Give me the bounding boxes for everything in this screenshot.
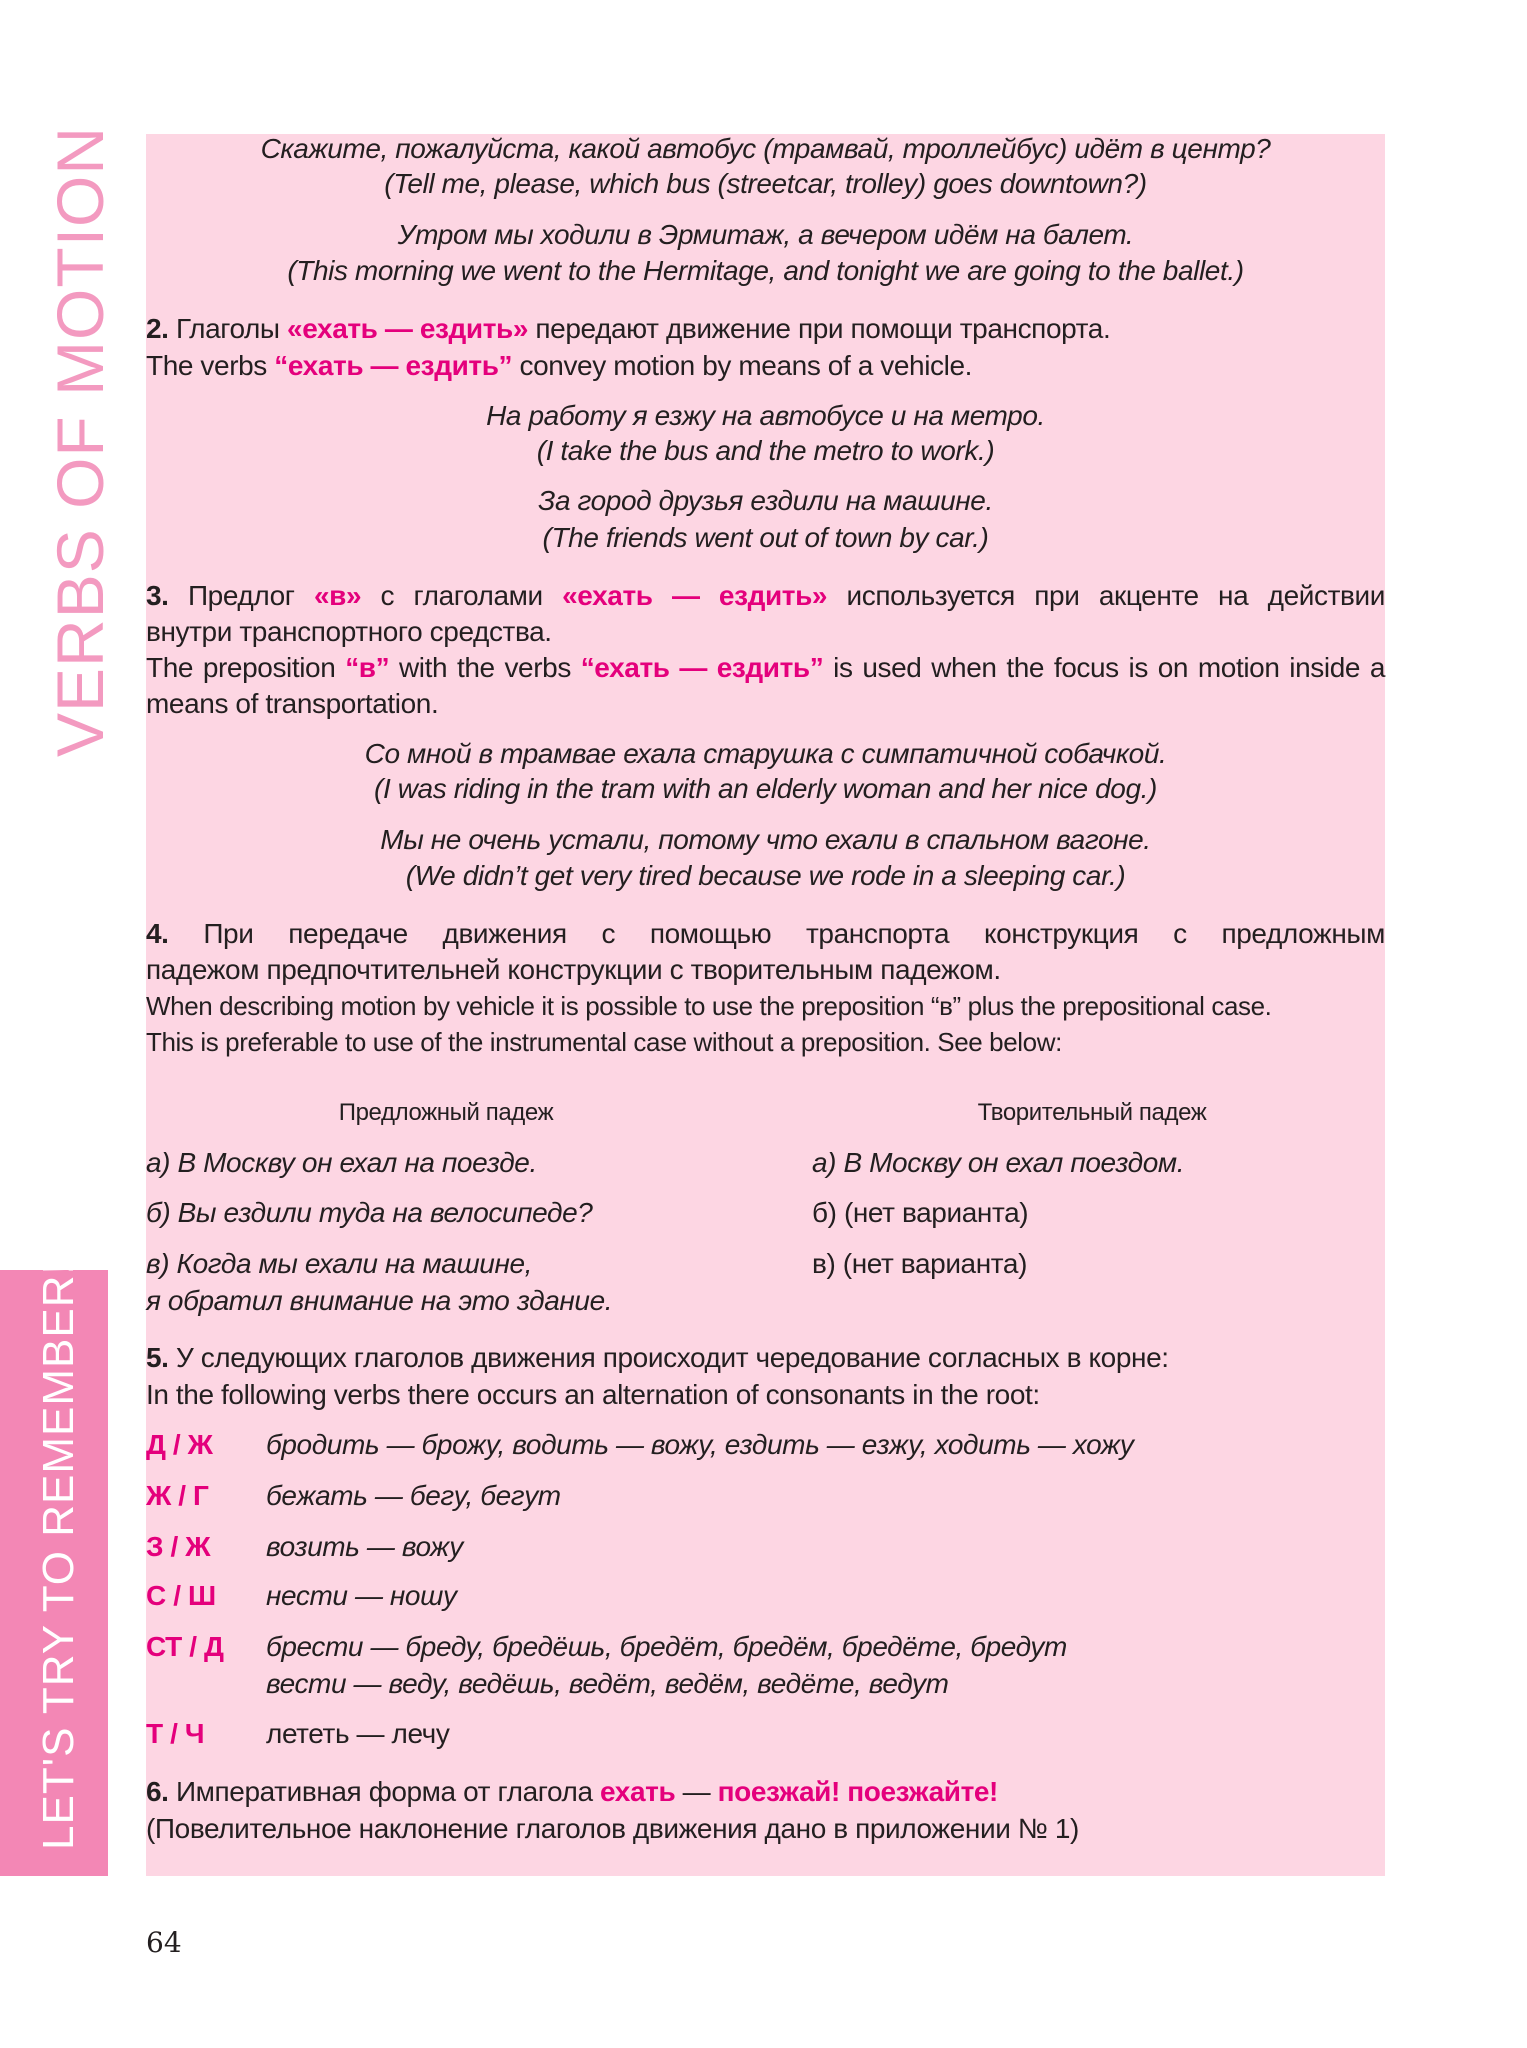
table-cell: б) Вы ездили туда на велосипеде? xyxy=(146,1197,593,1228)
text: with the verbs xyxy=(389,652,581,683)
table-cell: а) В Москву он ехал на поезде. xyxy=(146,1147,537,1178)
example-ru: Со мной в трамвае ехала старушка с симпатичной собачкой. xyxy=(364,738,1167,769)
highlight: ехать xyxy=(600,1776,676,1807)
page-number: 64 xyxy=(146,1926,182,1959)
highlight: «ехать — ездить» xyxy=(562,580,828,611)
text: У следующих глаголов движения происходит чередование согласных в корне: xyxy=(168,1342,1169,1373)
example-ru: За город друзья ездили на машине. xyxy=(538,485,993,516)
alternation-text: вести — веду, ведёшь, ведёт, ведём, ведёте, ведут xyxy=(266,1668,949,1699)
item3-ru-line2: внутри транспортного средства. xyxy=(146,616,552,647)
table-header: Предложный падеж xyxy=(338,1099,554,1126)
table-cell: а) В Москву он ехал поездом. xyxy=(812,1147,1185,1178)
item-number: 2. xyxy=(146,313,169,344)
item3-en-line2: means of transportation. xyxy=(146,688,439,719)
item4-ru-line2: падежом предпочтительней конструкции с творительным падежом. xyxy=(146,954,1001,985)
item4-en-line2: This is preferable to use of the instrumental case without a preposition. See below: xyxy=(146,1027,1062,1057)
item6-note: (Повелительное наклонение глаголов движения дано в приложении № 1) xyxy=(146,1813,1079,1844)
alternation-text: нести — ношу xyxy=(266,1580,457,1611)
alternation-text: бежать — бегу, бегут xyxy=(266,1480,561,1511)
alternation-label: З / Ж xyxy=(146,1531,211,1562)
example-ru: Скажите, пожалуйста, какой автобус (трамвай, троллейбус) идёт в центр? xyxy=(260,133,1271,164)
table-header: Творительный падеж xyxy=(977,1099,1207,1126)
alternation-row xyxy=(146,1629,1385,1665)
highlight: «в» xyxy=(313,580,362,611)
item-number: 4. xyxy=(146,918,169,949)
example-ru: Мы не очень устали, потому что ехали в спальном вагоне. xyxy=(380,824,1151,855)
text: convey motion by means of a vehicle. xyxy=(512,350,973,381)
alternation-label: Д / Ж xyxy=(146,1429,213,1460)
item2-en xyxy=(146,348,1385,384)
table-cell: в) (нет варианта) xyxy=(812,1248,1027,1279)
example-en: (We didn’t get very tired because we rode in a sleeping car.) xyxy=(405,860,1126,891)
item5-ru xyxy=(146,1340,1385,1376)
alternation-label: СТ / Д xyxy=(146,1631,224,1662)
highlight: “ехать — ездить” xyxy=(580,652,824,683)
alternation-label: С / Ш xyxy=(146,1580,216,1611)
side-tab-label: LET'S TRY TO REMEMBER! xyxy=(34,1261,83,1850)
text: The preposition xyxy=(146,652,346,683)
text: При передаче движения с помощью транспорта конструкция с предложным xyxy=(168,918,1385,949)
text: — xyxy=(675,1776,718,1807)
text: The verbs xyxy=(146,350,275,381)
example-en: (This morning we went to the Hermitage, and tonight we are going to the ballet.) xyxy=(287,255,1244,286)
alternation-row xyxy=(146,1578,1385,1614)
item5-en: In the following verbs there occurs an alternation of consonants in the root: xyxy=(146,1379,1040,1410)
alternation-text: возить — вожу xyxy=(266,1531,463,1562)
alternation-row xyxy=(146,1529,1385,1565)
alternation-row xyxy=(146,1478,1385,1514)
text: передают движение при помощи транспорта. xyxy=(528,313,1111,344)
text: is used when the focus is on motion inside a xyxy=(823,652,1385,683)
example-en: (The friends went out of town by car.) xyxy=(542,522,989,553)
item4-ru xyxy=(146,916,1385,952)
highlight: поезжай! поезжайте! xyxy=(717,1776,998,1807)
highlight: «ехать — ездить» xyxy=(287,313,529,344)
highlight: “в” xyxy=(345,652,390,683)
table-cell: я обратил внимание на это здание. xyxy=(146,1285,613,1316)
item-number: 5. xyxy=(146,1342,169,1373)
alternation-label: Т / Ч xyxy=(146,1718,205,1749)
alternation-row-cont xyxy=(146,1666,1385,1702)
example-ru: На работу я езжу на автобусе и на метро. xyxy=(486,400,1045,431)
example-ru: Утром мы ходили в Эрмитаж, а вечером идём на балет. xyxy=(397,219,1134,250)
item-number: 3. xyxy=(146,580,169,611)
item6-ru xyxy=(146,1774,1385,1810)
example-en: (I was riding in the tram with an elderly woman and her nice dog.) xyxy=(374,773,1157,804)
item3-en xyxy=(146,650,1385,686)
table-cell: в) Когда мы ехали на машине, xyxy=(146,1248,533,1279)
alternation-text: лететь — лечу xyxy=(266,1718,450,1749)
text: с глаголами xyxy=(361,580,563,611)
text: Императивная форма от глагола xyxy=(168,1776,600,1807)
alternation-row xyxy=(146,1427,1385,1463)
text: используется при акценте на действии xyxy=(827,580,1385,611)
alternation-label: Ж / Г xyxy=(146,1480,209,1511)
item2-ru xyxy=(146,311,1385,347)
alternation-row xyxy=(146,1716,1385,1752)
example-en: (I take the bus and the metro to work.) xyxy=(536,435,995,466)
table-cell: б) (нет варианта) xyxy=(812,1197,1029,1228)
example-en: (Tell me, please, which bus (streetcar, trolley) goes downtown?) xyxy=(384,168,1147,199)
side-title: VERBS OF MOTION xyxy=(43,125,117,757)
text: Предлог xyxy=(168,580,314,611)
item4-en: When describing motion by vehicle it is possible to use the preposition “в” plus the prepositional case. xyxy=(146,991,1272,1021)
highlight: “ехать — ездить” xyxy=(274,350,513,381)
alternation-text: бродить — брожу, водить — вожу, ездить — езжу, ходить — хожу xyxy=(266,1429,1134,1460)
alternation-text: брести — бреду, бредёшь, бредёт, бредём, бредёте, бредут xyxy=(266,1631,1067,1662)
text: Глаголы xyxy=(168,313,288,344)
item-number: 6. xyxy=(146,1776,169,1807)
item3-ru xyxy=(146,578,1385,614)
